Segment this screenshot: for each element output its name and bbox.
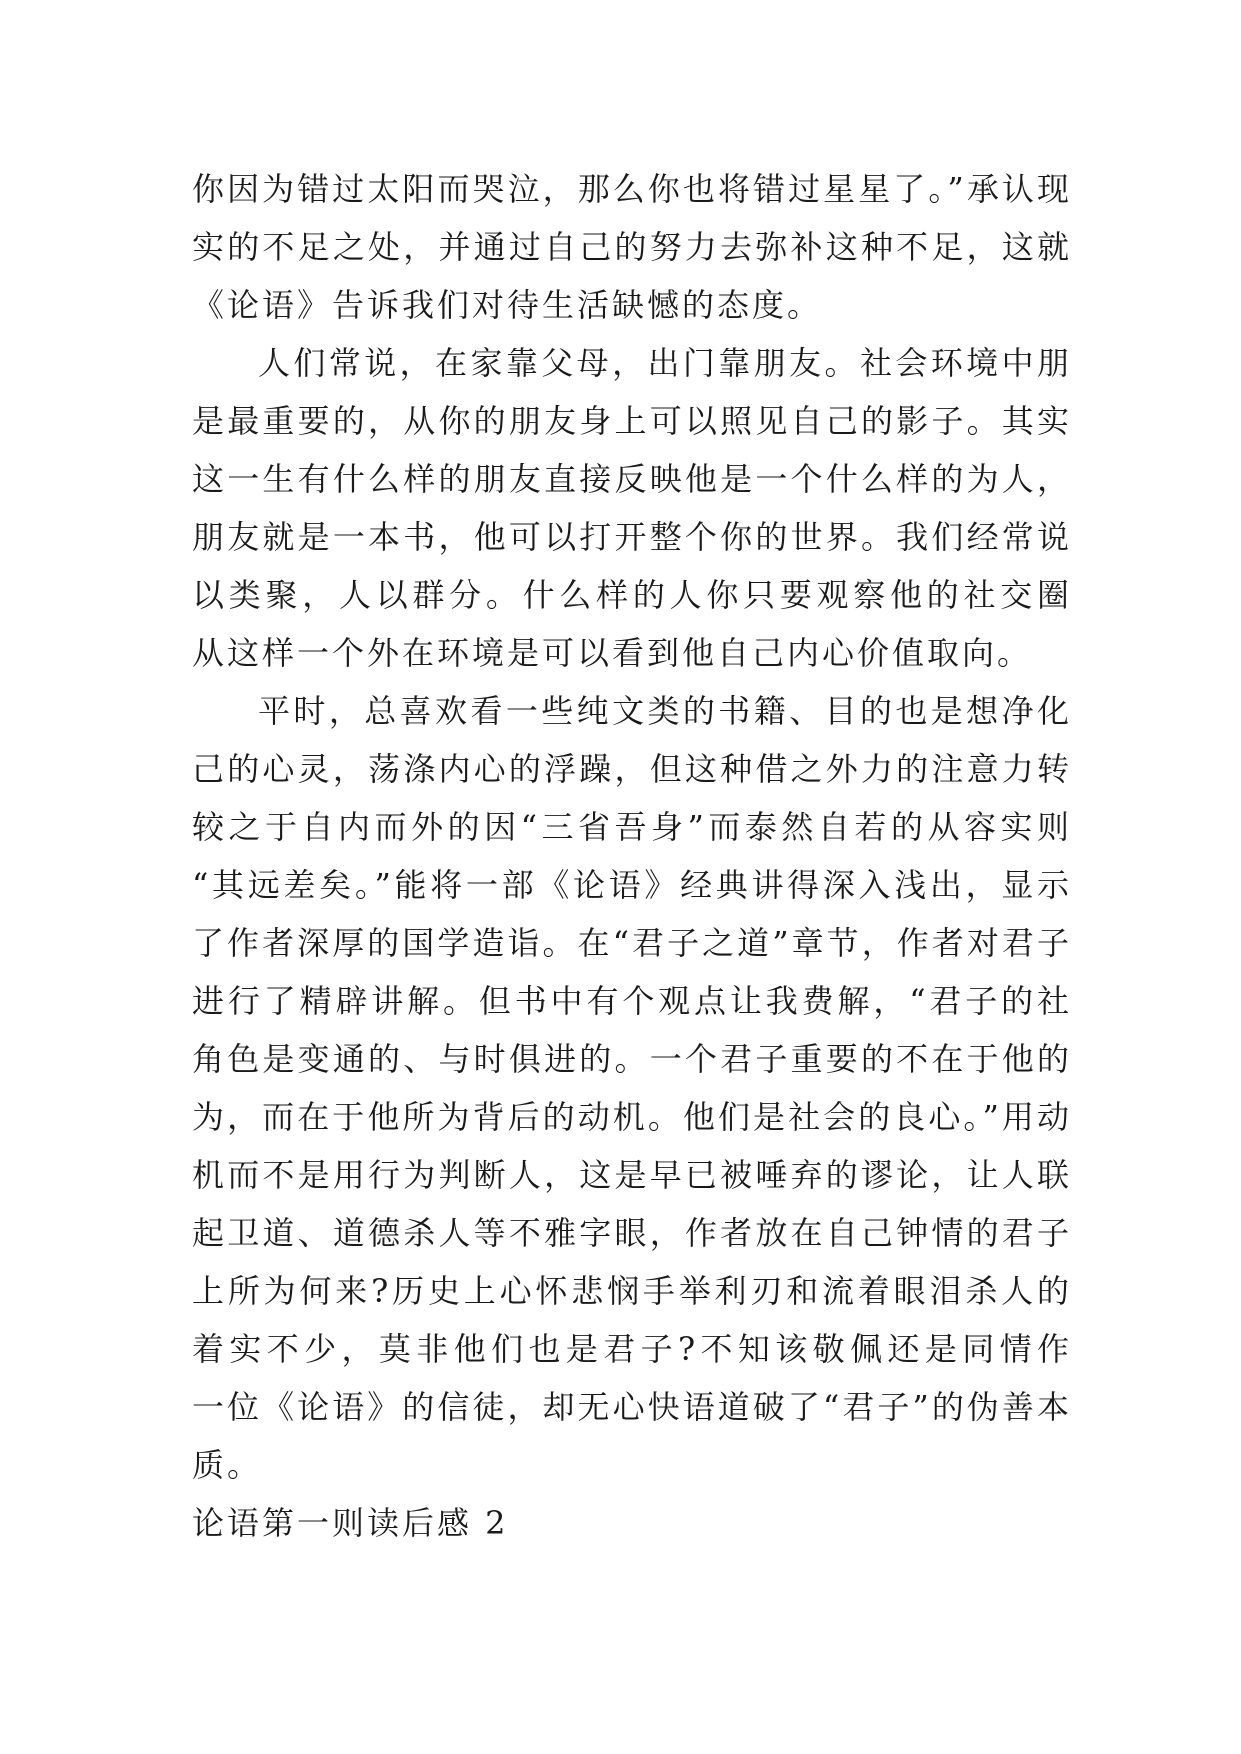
text-line: 是最重要的，从你的朋友身上可以照见自己的影子。其实 [192, 402, 1072, 440]
text-line: 朋友就是一本书，他可以打开整个你的世界。我们经常说 [192, 518, 1072, 556]
paragraph-2 [192, 334, 1072, 682]
text-line: 为，而在于他所为背后的动机。他们是社会的良心。”用动 [192, 1098, 1072, 1136]
text-line: 质。 [192, 1446, 263, 1484]
text-line: 这一生有什么样的朋友直接反映他是一个什么样的为人， [192, 460, 1072, 498]
text-line: 己的心灵，荡涤内心的浮躁，但这种借之外力的注意力转 [192, 750, 1072, 788]
text-line: 起卫道、道德杀人等不雅字眼，作者放在自己钟情的君子 [192, 1214, 1072, 1252]
text-line: 一位《论语》的信徒，却无心快语道破了“君子”的伪善本 [192, 1388, 1072, 1426]
paragraph-1 [192, 160, 1072, 334]
text-line: 进行了精辟讲解。但书中有个观点让我费解，“君子的社 [192, 982, 1072, 1020]
text-line: 《论语》告诉我们对待生活缺憾的态度。 [192, 286, 823, 324]
paragraph-3 [192, 682, 1072, 1494]
text-line: 机而不是用行为判断人，这是早已被唾弃的谬论，让人联 [192, 1156, 1072, 1194]
text-line: 上所为何来?历史上心怀悲悯手举利刃和流着眼泪杀人的 [192, 1272, 1072, 1310]
text-line: 人们常说，在家靠父母，出门靠朋友。社会环境中朋 [258, 344, 1072, 382]
text-line: 平时，总喜欢看一些纯文类的书籍、目的也是想净化 [258, 692, 1072, 730]
text-line: “其远差矣。”能将一部《论语》经典讲得深入浅出，显示 [192, 866, 1072, 904]
text-line: 角色是变通的、与时俱进的。一个君子重要的不在于他的 [192, 1040, 1072, 1078]
text-line: 以类聚，人以群分。什么样的人你只要观察他的社交圈 [192, 576, 1072, 614]
section-heading: 论语第一则读后感 2 [192, 1504, 509, 1542]
text-line: 实的不足之处，并通过自己的努力去弥补这种不足，这就 [192, 228, 1072, 266]
text-line: 了作者深厚的国学造诣。在“君子之道”章节，作者对君子 [192, 924, 1072, 962]
text-line: 着实不少，莫非他们也是君子?不知该敬佩还是同情作 [192, 1330, 1072, 1368]
text-line: 较之于自内而外的因“三省吾身”而泰然自若的从容实则 [192, 808, 1072, 846]
text-line: 你因为错过太阳而哭泣，那么你也将错过星星了。”承认现 [192, 170, 1072, 208]
text-line: 从这样一个外在环境是可以看到他自己内心价值取向。 [192, 634, 1033, 672]
document-body [192, 160, 1072, 1552]
